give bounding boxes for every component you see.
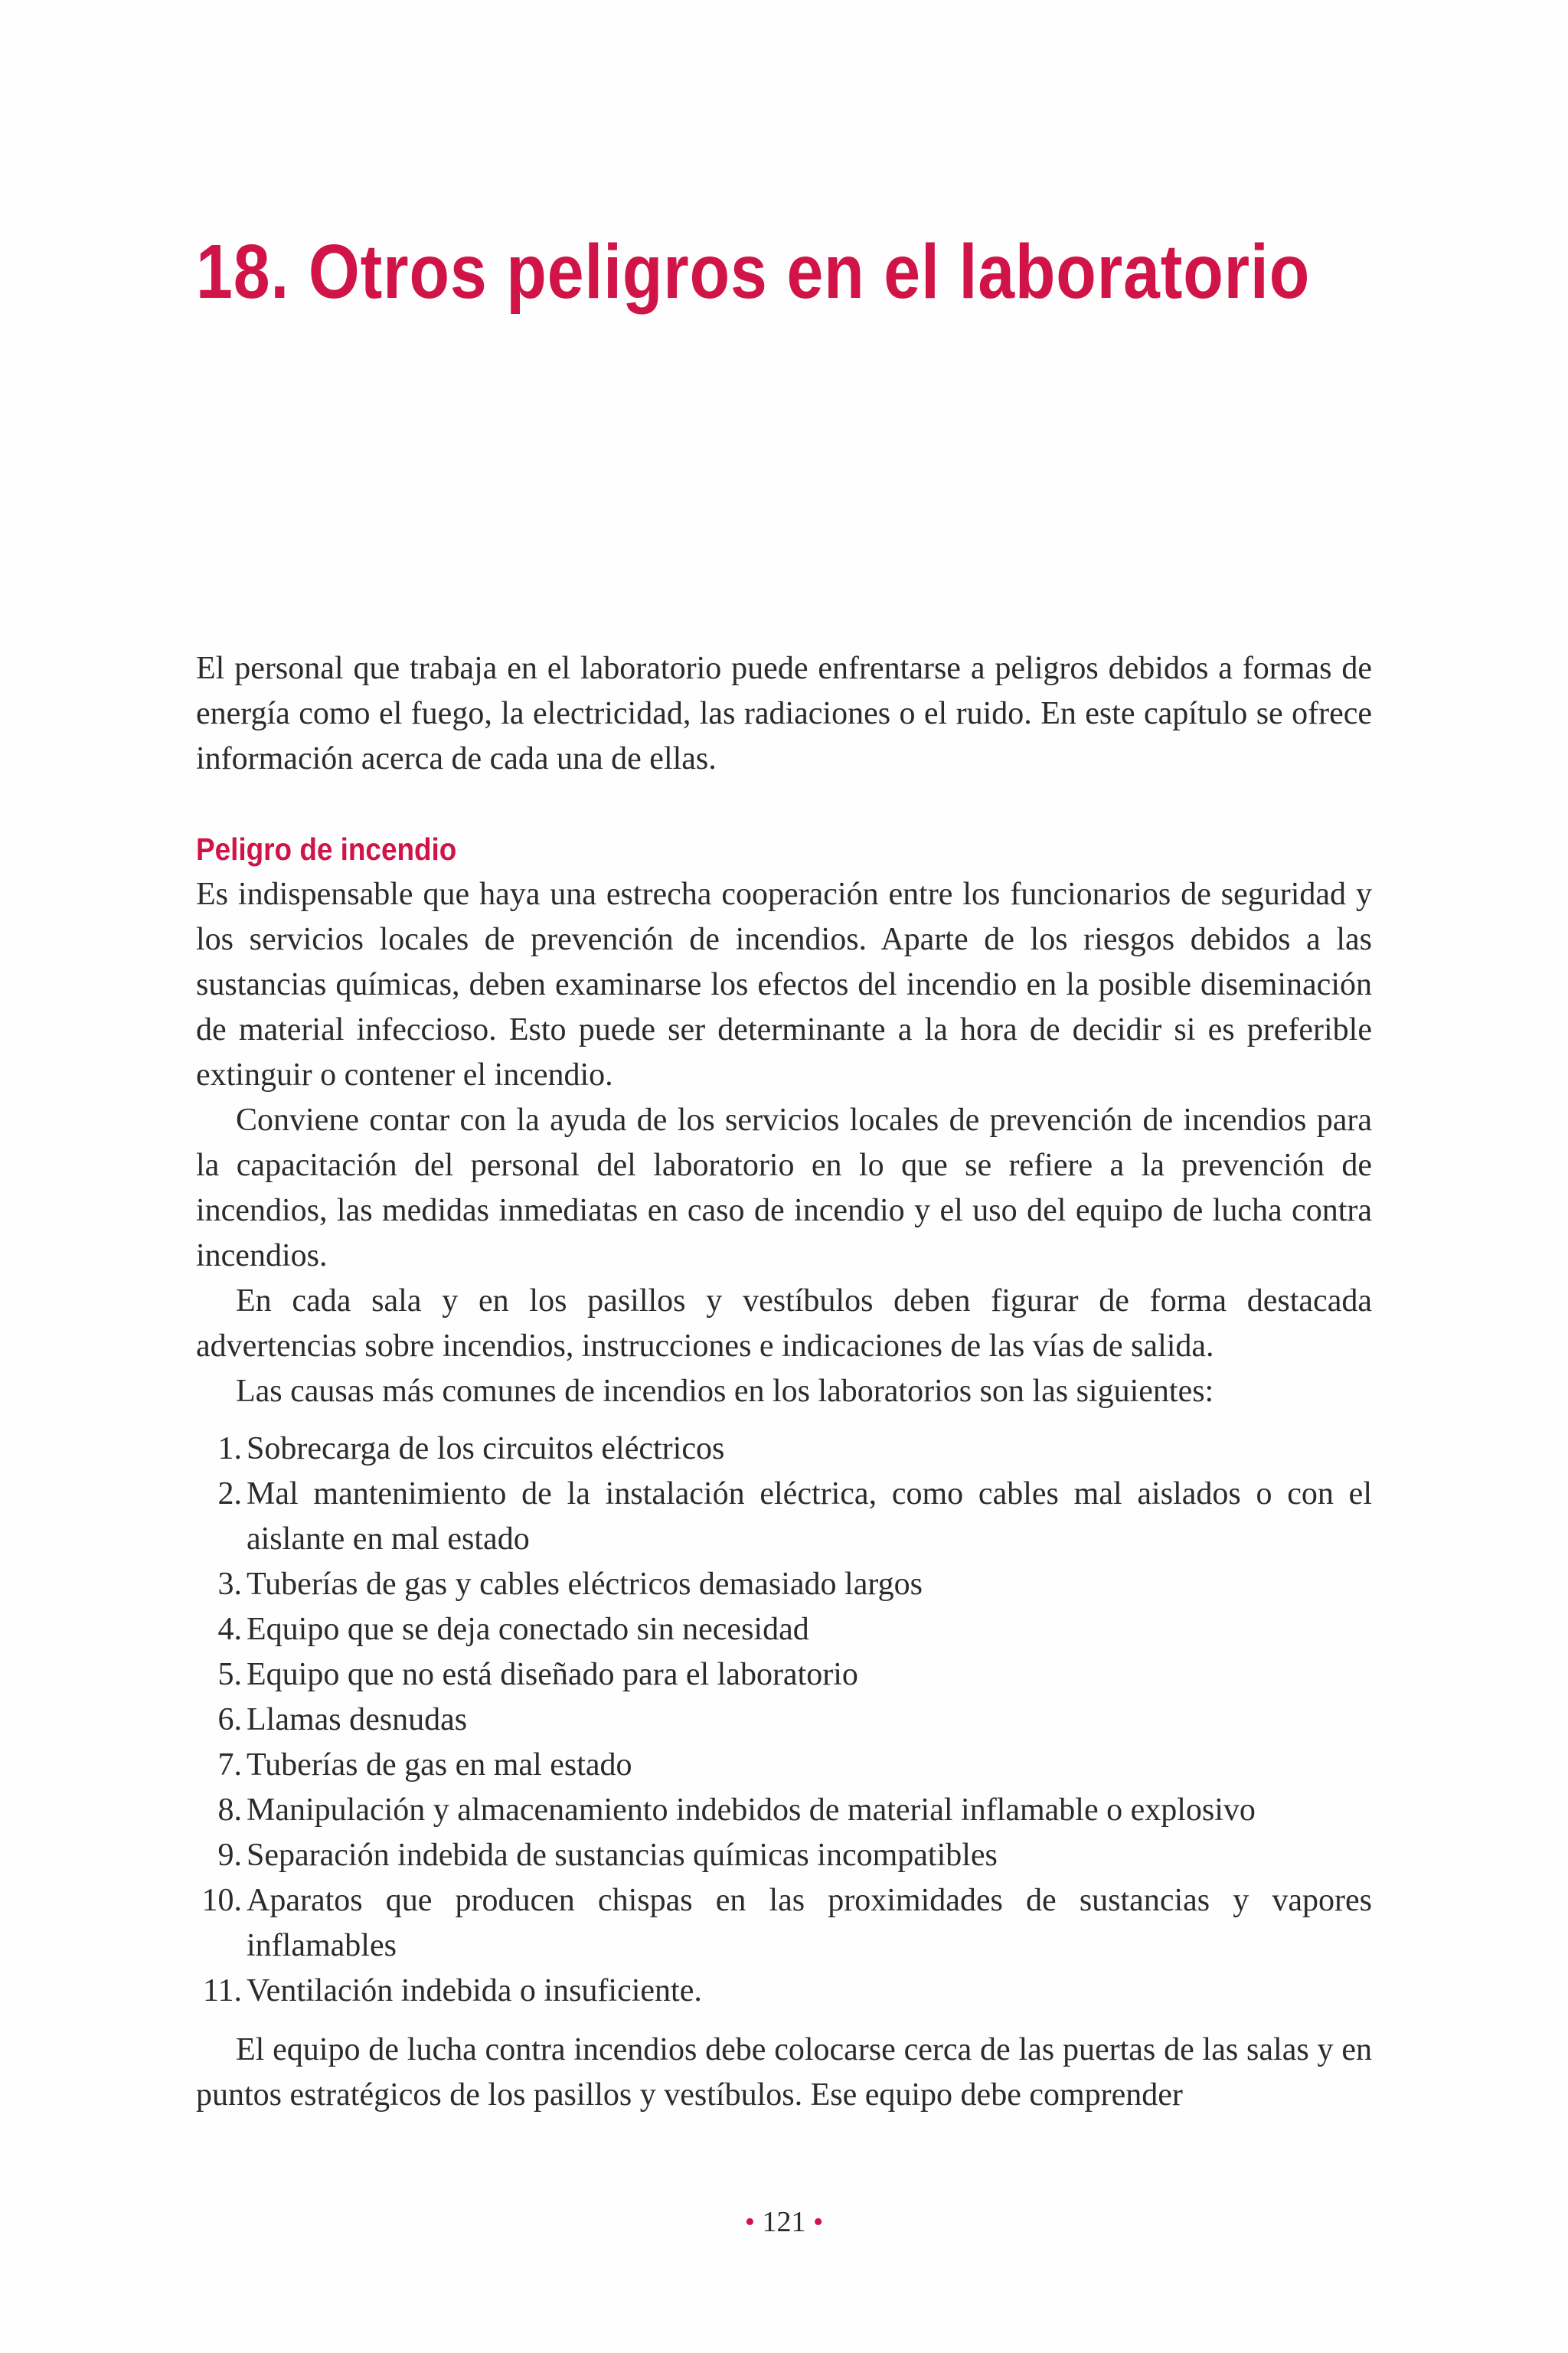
list-item-text: Mal mantenimiento de la instalación eléctrica, como cables mal aislados o con el aislante en mal estado — [247, 1476, 1372, 1557]
list-item — [196, 1427, 1372, 1472]
causes-list — [196, 1427, 1372, 2014]
list-item — [196, 1743, 1372, 1788]
list-item-text: Manipulación y almacenamiento indebidos de material inflamable o explosivo — [247, 1793, 1256, 1828]
list-item-text: Sobrecarga de los circuitos eléctricos — [247, 1431, 725, 1466]
section-heading: Peligro de incendio — [196, 832, 457, 867]
list-item-number: 4. — [217, 1612, 242, 1647]
list-item — [196, 1698, 1372, 1743]
list-item — [196, 1562, 1372, 1607]
list-item-number: 10. — [201, 1883, 242, 1918]
list-item-text: Tuberías de gas en mal estado — [247, 1747, 632, 1783]
list-item-number: 5. — [217, 1657, 242, 1692]
list-item-text: Equipo que se deja conectado sin necesidad — [247, 1612, 809, 1647]
bullet-icon: • — [813, 2206, 824, 2238]
list-item-text: Aparatos que producen chispas en las proximidades de sustancias y vapores inflamables — [247, 1883, 1372, 1963]
list-item-number: 7. — [217, 1747, 242, 1783]
page-number — [0, 2205, 1568, 2239]
list-item — [196, 1472, 1372, 1562]
list-item-number: 9. — [217, 1838, 242, 1873]
list-item-text: Equipo que no está diseñado para el laboratorio — [247, 1657, 858, 1692]
list-item-text: Ventilación indebida o insuficiente. — [247, 1973, 702, 2008]
page-content — [196, 646, 1372, 2118]
list-item-number: 8. — [217, 1793, 242, 1828]
section-paragraph: En cada sala y en los pasillos y vestíbulos deben figurar de forma destacada advertencias sobre incendios, instrucciones e indicaciones de las vías de salida. — [196, 1283, 1372, 1364]
list-item-text: Llamas desnudas — [247, 1702, 468, 1737]
list-item — [196, 1969, 1372, 2014]
list-item-text: Separación indebida de sustancias químicas incompatibles — [247, 1838, 998, 1873]
section-paragraph: Las causas más comunes de incendios en los laboratorios son las siguientes: — [236, 1374, 1214, 1409]
list-item — [196, 1607, 1372, 1652]
bullet-icon: • — [744, 2206, 755, 2238]
section-paragraph: Es indispensable que haya una estrecha cooperación entre los funcionarios de seguridad y los servicios locales de prevención de incendios. Aparte de los riesgos debidos a las sustancias químicas, deben examinarse los efectos del incendio en la posible diseminación de material infeccioso. Esto puede ser determinante a la hora de decidir si es preferible extinguir o contener el incendio. — [196, 877, 1372, 1093]
list-item-text: Tuberías de gas y cables eléctricos demasiado largos — [247, 1567, 923, 1602]
list-item — [196, 1878, 1372, 1969]
list-item-number: 11. — [203, 1973, 242, 2008]
list-item — [196, 1788, 1372, 1833]
list-item-number: 1. — [217, 1431, 242, 1466]
closing-paragraph: El equipo de lucha contra incendios debe colocarse cerca de las puertas de las salas y en puntos estratégicos de los pasillos y vestíbulos. Ese equipo debe comprender — [196, 2032, 1372, 2113]
section-paragraph: Conviene contar con la ayuda de los servicios locales de prevención de incendios para la capacitación del personal del laboratorio en lo que se refiere a la prevención de incendios, las medidas inmediatas en caso de incendio y el uso del equipo de lucha contra incendios. — [196, 1103, 1372, 1273]
intro-paragraph: El personal que trabaja en el laboratorio puede enfrentarse a peligros debidos a formas de energía como el fuego, la electricidad, las radiaciones o el ruido. En este capítulo se ofrece información acerca de cada una de ellas. — [196, 651, 1372, 776]
list-item — [196, 1652, 1372, 1698]
list-item-number: 6. — [217, 1702, 242, 1737]
list-item-number: 3. — [217, 1567, 242, 1602]
chapter-title: 18. Otros peligros en el laboratorio — [196, 229, 1311, 315]
page-number-value: 121 — [762, 2206, 806, 2238]
list-item — [196, 1833, 1372, 1878]
list-item-number: 2. — [217, 1476, 242, 1511]
